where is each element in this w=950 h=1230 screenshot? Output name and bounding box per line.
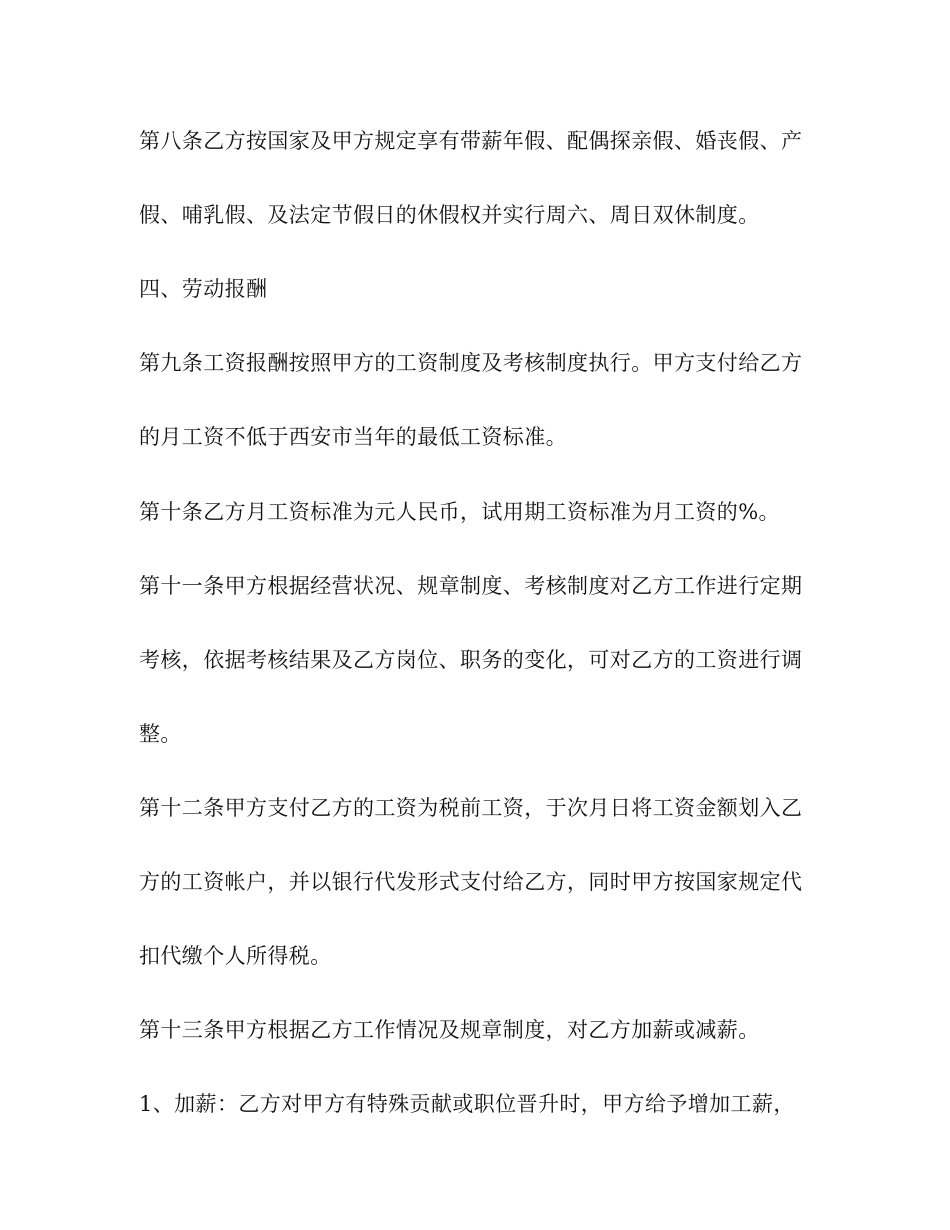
section-heading-labor-remuneration: 四、劳动报酬 <box>139 277 268 301</box>
article-8-line-1: 第八条乙方按国家及甲方规定享有带薪年假、配偶探亲假、婚丧假、产 <box>139 129 803 153</box>
article-13-line-1: 第十三条甲方根据乙方工作情况及规章制度，对乙方加薪或减薪。 <box>139 1018 760 1042</box>
article-10-line-1: 第十条乙方月工资标准为元人民币，试用期工资标准为月工资的%。 <box>139 500 780 524</box>
article-11-line-3: 整。 <box>139 722 182 746</box>
article-12-line-2: 方的工资帐户，并以银行代发形式支付给乙方，同时甲方按国家规定代 <box>139 870 803 894</box>
article-11-line-1: 第十一条甲方根据经营状况、规章制度、考核制度对乙方工作进行定期 <box>139 574 803 598</box>
article-12-line-3: 扣代缴个人所得税。 <box>139 944 332 968</box>
article-9-line-1: 第九条工资报酬按照甲方的工资制度及考核制度执行。甲方支付给乙方 <box>139 351 803 375</box>
article-8-line-2: 假、哺乳假、及法定节假日的休假权并实行周六、周日双休制度。 <box>139 203 760 227</box>
article-11-line-2: 考核，依据考核结果及乙方岗位、职务的变化，可对乙方的工资进行调 <box>139 648 803 672</box>
article-13-item-1-line-1: 1、加薪：乙方对甲方有特殊贡献或职位晋升时，甲方给予增加工薪， <box>139 1092 795 1116</box>
article-12-line-1: 第十二条甲方支付乙方的工资为税前工资，于次月日将工资金额划入乙 <box>139 796 803 820</box>
article-9-line-2: 的月工资不低于西安市当年的最低工资标准。 <box>139 425 567 449</box>
